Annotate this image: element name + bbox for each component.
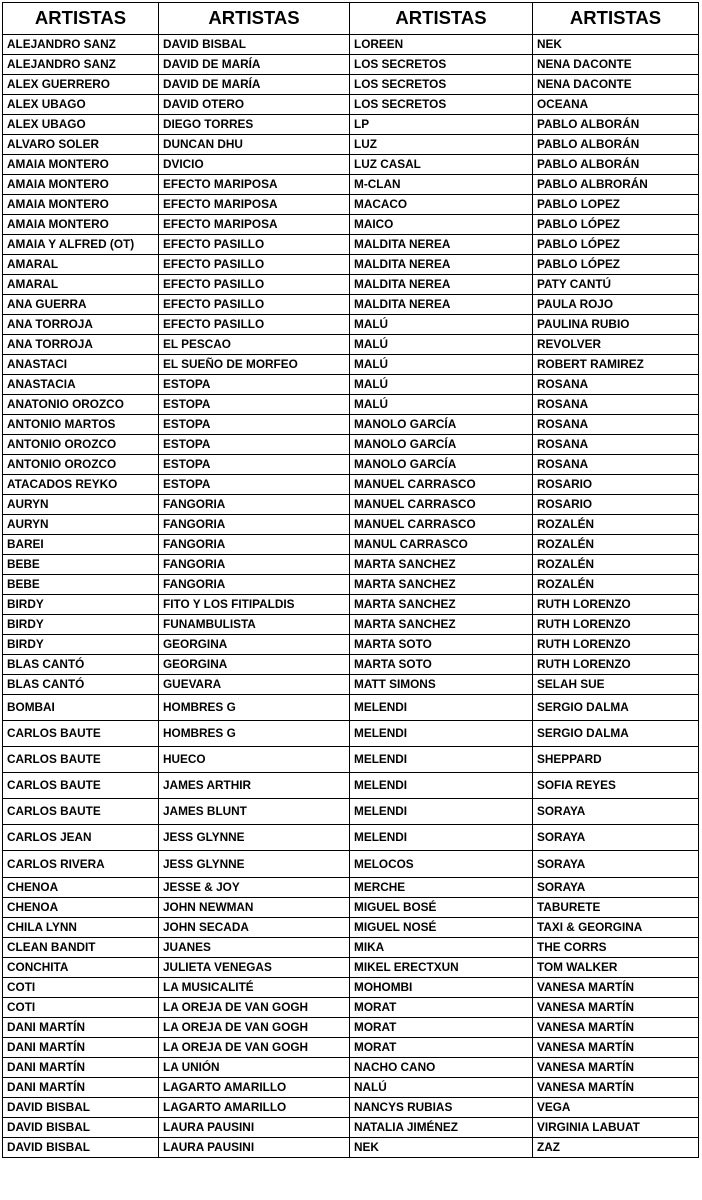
table-row	[3, 394, 699, 414]
table-row	[3, 74, 699, 94]
table-cell[interactable]: MIKA	[350, 937, 533, 957]
table-cell[interactable]: MANOLO GARCÍA	[350, 434, 533, 454]
table-row	[3, 1017, 699, 1037]
table-cell[interactable]: ATACADOS REYKO	[3, 474, 159, 494]
table-cell[interactable]: JESS GLYNNE	[159, 850, 350, 877]
table-row	[3, 1057, 699, 1077]
table-cell[interactable]: PABLO LÓPEZ	[533, 214, 699, 234]
table-cell[interactable]: DIEGO TORRES	[159, 114, 350, 134]
table-row	[3, 574, 699, 594]
table-row	[3, 1097, 699, 1117]
table-cell[interactable]: JAMES BLUNT	[159, 798, 350, 824]
table-row	[3, 594, 699, 614]
table-cell[interactable]: MANOLO GARCÍA	[350, 414, 533, 434]
table-cell[interactable]: AURYN	[3, 494, 159, 514]
table-cell[interactable]: DAVID DE MARÍA	[159, 54, 350, 74]
spreadsheet	[2, 2, 698, 1158]
table-row	[3, 214, 699, 234]
table-row	[3, 234, 699, 254]
table-cell[interactable]: PABLO ALBORÁN	[533, 134, 699, 154]
table-cell[interactable]: JUANES	[159, 937, 350, 957]
table-cell[interactable]: AMARAL	[3, 274, 159, 294]
table-cell[interactable]: ROZALÉN	[533, 534, 699, 554]
table-cell[interactable]: VIRGINIA LABUAT	[533, 1117, 699, 1137]
table-cell[interactable]: RUTH LORENZO	[533, 594, 699, 614]
table-cell[interactable]: LAURA PAUSINI	[159, 1117, 350, 1137]
table-cell[interactable]: PATY CANTÚ	[533, 274, 699, 294]
table-row	[3, 334, 699, 354]
table-cell[interactable]: FITO Y LOS FITIPALDIS	[159, 594, 350, 614]
table-cell[interactable]: LOS SECRETOS	[350, 94, 533, 114]
table-cell[interactable]: RUTH LORENZO	[533, 654, 699, 674]
table-cell[interactable]: FANGORIA	[159, 494, 350, 514]
table-row	[3, 434, 699, 454]
table-cell[interactable]: ANTONIO MARTOS	[3, 414, 159, 434]
table-cell[interactable]: BIRDY	[3, 594, 159, 614]
table-cell[interactable]: ALEX UBAGO	[3, 94, 159, 114]
table-cell[interactable]: DAVID BISBAL	[3, 1137, 159, 1157]
table-cell[interactable]: ANA TORROJA	[3, 314, 159, 334]
table-row	[3, 937, 699, 957]
table-cell[interactable]: EFECTO PASILLO	[159, 294, 350, 314]
table-cell[interactable]: ROBERT RAMIREZ	[533, 354, 699, 374]
table-cell[interactable]: DAVID BISBAL	[159, 34, 350, 54]
table-cell[interactable]: ANASTACIA	[3, 374, 159, 394]
table-cell[interactable]: DAVID OTERO	[159, 94, 350, 114]
table-cell[interactable]: MARTA SANCHEZ	[350, 614, 533, 634]
table-cell[interactable]: EL PESCAO	[159, 334, 350, 354]
table-cell[interactable]: ANTONIO OROZCO	[3, 434, 159, 454]
table-cell[interactable]: VEGA	[533, 1097, 699, 1117]
table-cell[interactable]: MALDITA NEREA	[350, 234, 533, 254]
table-cell[interactable]: JAMES ARTHIR	[159, 772, 350, 798]
table-cell[interactable]: EL SUEÑO DE MORFEO	[159, 354, 350, 374]
table-row	[3, 1137, 699, 1157]
table-cell[interactable]: PABLO ALBORÁN	[533, 154, 699, 174]
table-cell[interactable]: MALDITA NEREA	[350, 294, 533, 314]
table-cell[interactable]: ROZALÉN	[533, 574, 699, 594]
table-row	[3, 474, 699, 494]
table-cell[interactable]: BIRDY	[3, 634, 159, 654]
table-row	[3, 294, 699, 314]
table-row	[3, 514, 699, 534]
table-cell[interactable]: GEORGINA	[159, 654, 350, 674]
table-row	[3, 877, 699, 897]
table-cell[interactable]: ROSARIO	[533, 494, 699, 514]
table-cell[interactable]: MARTA SANCHEZ	[350, 594, 533, 614]
table-cell[interactable]: MELENDI	[350, 720, 533, 746]
table-cell[interactable]: MIGUEL NOSÉ	[350, 917, 533, 937]
table-cell[interactable]: MAICO	[350, 214, 533, 234]
table-cell[interactable]: VANESA MARTÍN	[533, 997, 699, 1017]
table-cell[interactable]: MANUEL CARRASCO	[350, 494, 533, 514]
table-cell[interactable]: FANGORIA	[159, 534, 350, 554]
table-cell[interactable]: EFECTO PASILLO	[159, 274, 350, 294]
table-row	[3, 54, 699, 74]
table-cell[interactable]: JOHN SECADA	[159, 917, 350, 937]
table-cell[interactable]: CARLOS BAUTE	[3, 772, 159, 798]
table-cell[interactable]: ZAZ	[533, 1137, 699, 1157]
table-cell[interactable]: MIGUEL BOSÉ	[350, 897, 533, 917]
table-cell[interactable]: PABLO LÓPEZ	[533, 234, 699, 254]
table-cell[interactable]: LA OREJA DE VAN GOGH	[159, 997, 350, 1017]
table-row	[3, 274, 699, 294]
table-cell[interactable]: BAREI	[3, 534, 159, 554]
table-cell[interactable]: NATALIA JIMÉNEZ	[350, 1117, 533, 1137]
table-cell[interactable]: MALDITA NEREA	[350, 274, 533, 294]
table-cell[interactable]: CARLOS BAUTE	[3, 798, 159, 824]
table-row	[3, 850, 699, 877]
table-cell[interactable]: ANA TORROJA	[3, 334, 159, 354]
table-cell[interactable]: LUZ	[350, 134, 533, 154]
table-cell[interactable]: NEK	[533, 34, 699, 54]
table-cell[interactable]: COTI	[3, 977, 159, 997]
table-cell[interactable]: ESTOPA	[159, 414, 350, 434]
table-cell[interactable]: MACACO	[350, 194, 533, 214]
table-cell[interactable]: ROSANA	[533, 414, 699, 434]
table-body	[3, 34, 699, 1157]
table-cell[interactable]: MANOLO GARCÍA	[350, 454, 533, 474]
column-header-3[interactable]: ARTISTAS	[350, 3, 533, 35]
table-cell[interactable]: ALEX UBAGO	[3, 114, 159, 134]
table-row	[3, 34, 699, 54]
table-cell[interactable]: BEBE	[3, 574, 159, 594]
table-row	[3, 454, 699, 474]
table-cell[interactable]: CARLOS BAUTE	[3, 746, 159, 772]
column-header-2[interactable]: ARTISTAS	[159, 3, 350, 35]
table-cell[interactable]: BLAS CANTÓ	[3, 674, 159, 694]
table-cell[interactable]: FANGORIA	[159, 514, 350, 534]
table-cell[interactable]: LUZ CASAL	[350, 154, 533, 174]
table-cell[interactable]: EFECTO MARIPOSA	[159, 214, 350, 234]
table-cell[interactable]: ALEJANDRO SANZ	[3, 54, 159, 74]
table-cell[interactable]: NANCYS RUBIAS	[350, 1097, 533, 1117]
table-cell[interactable]: HUECO	[159, 746, 350, 772]
table-cell[interactable]: ANA GUERRA	[3, 294, 159, 314]
table-cell[interactable]: BOMBAI	[3, 694, 159, 720]
table-cell[interactable]: MELENDI	[350, 694, 533, 720]
table-cell[interactable]: SOFIA REYES	[533, 772, 699, 798]
table-cell[interactable]: PABLO ALBRORÁN	[533, 174, 699, 194]
table-cell[interactable]: CARLOS JEAN	[3, 824, 159, 850]
table-cell[interactable]: DAVID BISBAL	[3, 1097, 159, 1117]
table-cell[interactable]: MORAT	[350, 1037, 533, 1057]
table-cell[interactable]: NENA DACONTE	[533, 74, 699, 94]
table-cell[interactable]: MALÚ	[350, 374, 533, 394]
table-cell[interactable]: M-CLAN	[350, 174, 533, 194]
table-row	[3, 917, 699, 937]
table-cell[interactable]: ANATONIO OROZCO	[3, 394, 159, 414]
table-row	[3, 614, 699, 634]
artists-table	[2, 2, 699, 1158]
table-cell[interactable]: SORAYA	[533, 850, 699, 877]
table-row	[3, 414, 699, 434]
table-cell[interactable]: MARTA SANCHEZ	[350, 574, 533, 594]
table-cell[interactable]: VANESA MARTÍN	[533, 1037, 699, 1057]
table-cell[interactable]: AMAIA MONTERO	[3, 154, 159, 174]
table-row	[3, 174, 699, 194]
table-cell[interactable]: ESTOPA	[159, 454, 350, 474]
table-cell[interactable]: PABLO LOPEZ	[533, 194, 699, 214]
table-cell[interactable]: PAULINA RUBIO	[533, 314, 699, 334]
table-row	[3, 957, 699, 977]
table-cell[interactable]: DVICIO	[159, 154, 350, 174]
table-cell[interactable]: TOM WALKER	[533, 957, 699, 977]
table-row	[3, 772, 699, 798]
table-cell[interactable]: MERCHE	[350, 877, 533, 897]
table-cell[interactable]: CLEAN BANDIT	[3, 937, 159, 957]
table-cell[interactable]: DAVID DE MARÍA	[159, 74, 350, 94]
table-cell[interactable]: ANTONIO OROZCO	[3, 454, 159, 474]
table-row	[3, 94, 699, 114]
table-cell[interactable]: VANESA MARTÍN	[533, 977, 699, 997]
table-cell[interactable]: CHENOA	[3, 877, 159, 897]
table-cell[interactable]: COTI	[3, 997, 159, 1017]
table-cell[interactable]: VANESA MARTÍN	[533, 1057, 699, 1077]
table-row	[3, 314, 699, 334]
table-cell[interactable]: DANI MARTÍN	[3, 1057, 159, 1077]
table-cell[interactable]: LOREEN	[350, 34, 533, 54]
table-cell[interactable]: JOHN NEWMAN	[159, 897, 350, 917]
table-cell[interactable]: NENA DACONTE	[533, 54, 699, 74]
table-cell[interactable]: ROZALÉN	[533, 514, 699, 534]
table-row	[3, 134, 699, 154]
table-cell[interactable]: JESS GLYNNE	[159, 824, 350, 850]
table-cell[interactable]: LAURA PAUSINI	[159, 1137, 350, 1157]
table-row	[3, 674, 699, 694]
table-cell[interactable]: NALÚ	[350, 1077, 533, 1097]
table-cell[interactable]: CHILA LYNN	[3, 917, 159, 937]
table-row	[3, 254, 699, 274]
table-cell[interactable]: ESTOPA	[159, 474, 350, 494]
table-cell[interactable]: MORAT	[350, 997, 533, 1017]
table-cell[interactable]: MARTA SOTO	[350, 654, 533, 674]
table-row	[3, 634, 699, 654]
table-cell[interactable]: MELENDI	[350, 746, 533, 772]
table-cell[interactable]: MARTA SANCHEZ	[350, 554, 533, 574]
table-row	[3, 654, 699, 674]
table-row	[3, 798, 699, 824]
table-cell[interactable]: MALÚ	[350, 314, 533, 334]
table-cell[interactable]: RUTH LORENZO	[533, 614, 699, 634]
table-cell[interactable]: JESSE & JOY	[159, 877, 350, 897]
table-row	[3, 114, 699, 134]
table-row	[3, 534, 699, 554]
table-cell[interactable]: DANI MARTÍN	[3, 1077, 159, 1097]
table-cell[interactable]: OCEANA	[533, 94, 699, 114]
table-cell[interactable]: PAULA ROJO	[533, 294, 699, 314]
table-row	[3, 746, 699, 772]
table-cell[interactable]: LP	[350, 114, 533, 134]
table-cell[interactable]: VANESA MARTÍN	[533, 1017, 699, 1037]
table-cell[interactable]: DAVID BISBAL	[3, 1117, 159, 1137]
table-row	[3, 374, 699, 394]
table-row	[3, 720, 699, 746]
table-cell[interactable]: EFECTO PASILLO	[159, 314, 350, 334]
table-row	[3, 1077, 699, 1097]
table-cell[interactable]: DANI MARTÍN	[3, 1017, 159, 1037]
table-cell[interactable]: ESTOPA	[159, 434, 350, 454]
table-cell[interactable]: CONCHITA	[3, 957, 159, 977]
table-cell[interactable]: MANUEL CARRASCO	[350, 514, 533, 534]
table-row	[3, 1037, 699, 1057]
table-cell[interactable]: PABLO LÓPEZ	[533, 254, 699, 274]
table-cell[interactable]: GUEVARA	[159, 674, 350, 694]
table-cell[interactable]: SELAH SUE	[533, 674, 699, 694]
table-cell[interactable]: ROSARIO	[533, 474, 699, 494]
table-cell[interactable]: AURYN	[3, 514, 159, 534]
table-row	[3, 897, 699, 917]
table-cell[interactable]: DANI MARTÍN	[3, 1037, 159, 1057]
table-cell[interactable]: LA OREJA DE VAN GOGH	[159, 1017, 350, 1037]
table-cell[interactable]: ALVARO SOLER	[3, 134, 159, 154]
table-cell[interactable]: MARTA SOTO	[350, 634, 533, 654]
table-cell[interactable]: AMAIA MONTERO	[3, 174, 159, 194]
table-cell[interactable]: MOHOMBI	[350, 977, 533, 997]
table-cell[interactable]: JULIETA VENEGAS	[159, 957, 350, 977]
column-header-1[interactable]: ARTISTAS	[3, 3, 159, 35]
table-cell[interactable]: MANUL CARRASCO	[350, 534, 533, 554]
table-cell[interactable]: REVOLVER	[533, 334, 699, 354]
table-cell[interactable]: FANGORIA	[159, 574, 350, 594]
table-cell[interactable]: MATT SIMONS	[350, 674, 533, 694]
table-cell[interactable]: HOMBRES G	[159, 720, 350, 746]
table-cell[interactable]: AMAIA Y ALFRED (OT)	[3, 234, 159, 254]
table-cell[interactable]: HOMBRES G	[159, 694, 350, 720]
table-cell[interactable]: ROSANA	[533, 434, 699, 454]
table-cell[interactable]: LOS SECRETOS	[350, 74, 533, 94]
table-cell[interactable]: MALÚ	[350, 394, 533, 414]
table-cell[interactable]: RUTH LORENZO	[533, 634, 699, 654]
table-cell[interactable]: SERGIO DALMA	[533, 694, 699, 720]
table-cell[interactable]: ANASTACI	[3, 354, 159, 374]
table-row	[3, 354, 699, 374]
table-row	[3, 694, 699, 720]
table-cell[interactable]: MELENDI	[350, 824, 533, 850]
table-cell[interactable]: MELENDI	[350, 798, 533, 824]
table-cell[interactable]: ALEX GUERRERO	[3, 74, 159, 94]
table-cell[interactable]: MELOCOS	[350, 850, 533, 877]
table-cell[interactable]: FUNAMBULISTA	[159, 614, 350, 634]
table-cell[interactable]: MELENDI	[350, 772, 533, 798]
table-cell[interactable]: ROSANA	[533, 454, 699, 474]
table-cell[interactable]: NEK	[350, 1137, 533, 1157]
table-cell[interactable]: LA UNIÓN	[159, 1057, 350, 1077]
table-cell[interactable]: AMAIA MONTERO	[3, 194, 159, 214]
table-cell[interactable]: LAGARTO AMARILLO	[159, 1097, 350, 1117]
table-cell[interactable]: MIKEL ERECTXUN	[350, 957, 533, 977]
table-cell[interactable]: LA OREJA DE VAN GOGH	[159, 1037, 350, 1057]
table-row	[3, 154, 699, 174]
table-cell[interactable]: MALÚ	[350, 354, 533, 374]
table-cell[interactable]: LA MUSICALITÉ	[159, 977, 350, 997]
table-cell[interactable]: SORAYA	[533, 824, 699, 850]
table-cell[interactable]: FANGORIA	[159, 554, 350, 574]
column-header-4[interactable]: ARTISTAS	[533, 3, 699, 35]
table-cell[interactable]: ALEJANDRO SANZ	[3, 34, 159, 54]
table-row	[3, 554, 699, 574]
table-row	[3, 1117, 699, 1137]
table-cell[interactable]: MALÚ	[350, 334, 533, 354]
table-cell[interactable]: CARLOS RIVERA	[3, 850, 159, 877]
table-cell[interactable]: EFECTO PASILLO	[159, 234, 350, 254]
table-row	[3, 494, 699, 514]
table-cell[interactable]: EFECTO MARIPOSA	[159, 194, 350, 214]
table-cell[interactable]: BEBE	[3, 554, 159, 574]
table-cell[interactable]: BLAS CANTÓ	[3, 654, 159, 674]
table-row	[3, 194, 699, 214]
table-cell[interactable]: ROSANA	[533, 374, 699, 394]
table-cell[interactable]: SORAYA	[533, 798, 699, 824]
table-cell[interactable]: MANUEL CARRASCO	[350, 474, 533, 494]
table-cell[interactable]: AMAIA MONTERO	[3, 214, 159, 234]
table-cell[interactable]: GEORGINA	[159, 634, 350, 654]
table-cell[interactable]: DUNCAN DHU	[159, 134, 350, 154]
table-cell[interactable]: BIRDY	[3, 614, 159, 634]
table-cell[interactable]: SERGIO DALMA	[533, 720, 699, 746]
table-cell[interactable]: ROZALÉN	[533, 554, 699, 574]
table-row	[3, 977, 699, 997]
table-cell[interactable]: SORAYA	[533, 877, 699, 897]
table-cell[interactable]: ESTOPA	[159, 374, 350, 394]
table-cell[interactable]: EFECTO MARIPOSA	[159, 174, 350, 194]
table-cell[interactable]: LOS SECRETOS	[350, 54, 533, 74]
table-row	[3, 824, 699, 850]
table-cell[interactable]: MALDITA NEREA	[350, 254, 533, 274]
table-cell[interactable]: CHENOA	[3, 897, 159, 917]
table-cell[interactable]: LAGARTO AMARILLO	[159, 1077, 350, 1097]
table-cell[interactable]: PABLO ALBORÁN	[533, 114, 699, 134]
table-cell[interactable]: THE CORRS	[533, 937, 699, 957]
table-cell[interactable]: AMARAL	[3, 254, 159, 274]
table-cell[interactable]: TAXI & GEORGINA	[533, 917, 699, 937]
table-cell[interactable]: SHEPPARD	[533, 746, 699, 772]
table-cell[interactable]: MORAT	[350, 1017, 533, 1037]
table-cell[interactable]: VANESA MARTÍN	[533, 1077, 699, 1097]
table-cell[interactable]: TABURETE	[533, 897, 699, 917]
table-cell[interactable]: CARLOS BAUTE	[3, 720, 159, 746]
header-row	[3, 3, 699, 35]
table-row	[3, 997, 699, 1017]
table-cell[interactable]: ROSANA	[533, 394, 699, 414]
table-cell[interactable]: NACHO CANO	[350, 1057, 533, 1077]
table-cell[interactable]: ESTOPA	[159, 394, 350, 414]
table-cell[interactable]: EFECTO PASILLO	[159, 254, 350, 274]
